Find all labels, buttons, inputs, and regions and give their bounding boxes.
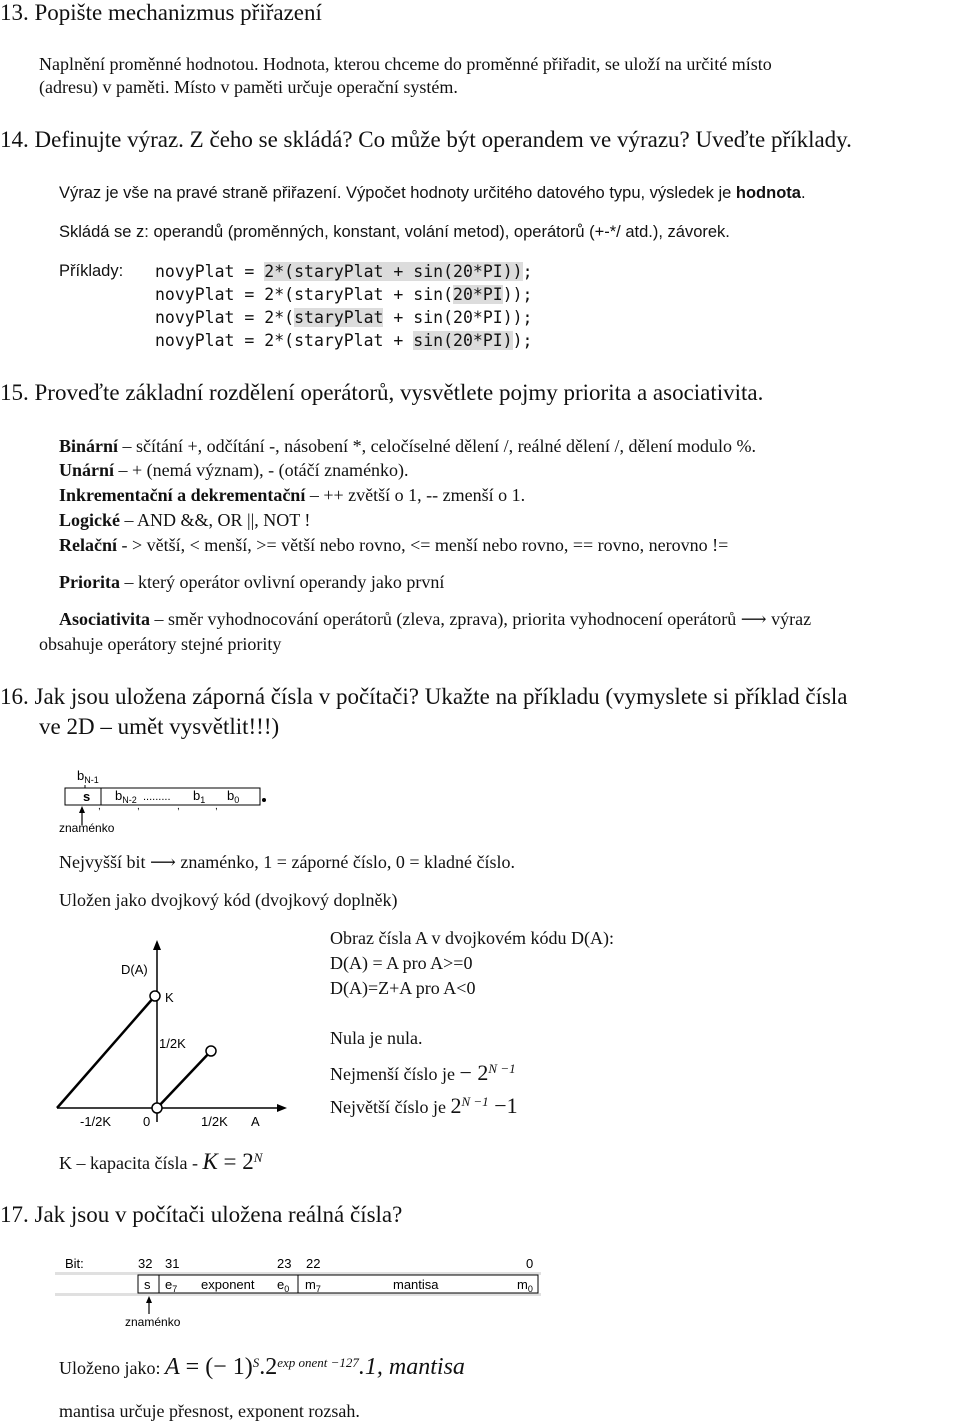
cell-dots: .........: [143, 791, 171, 803]
q16-heading-line1: 16. Jak jsou uložena záporná čísla v počítači? Ukažte na příkladu (vymyslete si příklad čísla: [0, 684, 848, 709]
bit-31: 31: [165, 1256, 180, 1271]
float-sign-label: znaménko: [125, 1315, 181, 1329]
svg-text:,: ,: [177, 801, 180, 812]
bit-label: Bit:: [65, 1256, 84, 1271]
stored-as-line: Uložen jako dvojkový kód (dvojkový doplněk): [59, 890, 398, 910]
float-formula-line: Uloženo jako: A = (− $1)^S.2^{exp onent -127}.1$, mantisa: [59, 1354, 465, 1380]
obraz-line3: D(A)=Z+A pro A<0: [330, 978, 476, 998]
float-cell-exponent: exponent: [201, 1277, 255, 1292]
float-cell-s: s: [144, 1277, 151, 1292]
float-cell-m0: $m_0$: [517, 1277, 533, 1294]
code-line-4: novyPlat = 2*(staryPlat + sin(20*PI));: [155, 331, 533, 350]
arrow-up-icon: [79, 806, 85, 813]
q14-line2: Skládá se z: operandů (proměnných, konstant, volání metod), operátorů (+-*/ atd.), závorek.: [59, 223, 730, 241]
svg-text:,: ,: [98, 801, 101, 812]
max-number-line: Největší číslo je $2^{N -1} -1$: [330, 1093, 518, 1118]
q15-heading: 15. Proveďte základní rozdělení operátorů, vysvětlete pojmy priorita a asociativita.: [0, 380, 764, 405]
cell-b1: $b_1$: [193, 788, 206, 805]
code-line-3: novyPlat = 2*(staryPlat + sin(20*PI));: [155, 308, 533, 327]
negative-line: [57, 996, 155, 1108]
twos-complement-graph: [55, 930, 305, 1140]
float-note: mantisa určuje přesnost, exponent rozsah.: [59, 1401, 360, 1421]
bit-32: 32: [138, 1256, 153, 1271]
half-k-label: 1/2K: [159, 1036, 186, 1051]
cell-bn2: $b_{N-2}$: [115, 788, 137, 805]
arrow-right-icon: ⟶: [150, 852, 176, 872]
min-number-line: Nejmenší číslo je − $2^{N -1}$: [330, 1060, 516, 1085]
operator-increment: Inkrementační a dekrementační – ++ zvětší o 1, -- zmenší o 1.: [59, 485, 526, 505]
q16-heading-line2: ve 2D – umět vysvětlit!!!): [39, 714, 280, 739]
arrow-right-icon: ⟶: [740, 609, 767, 629]
svg-text:,: ,: [215, 801, 218, 812]
code-line-1: novyPlat = 2*(staryPlat + sin(20*PI));: [155, 262, 533, 281]
bit-0: 0: [526, 1256, 534, 1271]
k-capacity-line: K – kapacita čísla - $K = 2^N$: [59, 1149, 263, 1174]
asociativita-line2: obsahuje operátory stejné priority: [39, 634, 282, 654]
q14-line1: [59, 184, 806, 203]
q14-examples-label: Příklady:: [59, 262, 124, 280]
float-cell-mantisa: mantisa: [393, 1277, 439, 1292]
q14-line1-text: Výraz je vše na pravé straně přiřazení. Výpočet hodnoty určitého datového typu, výsledek je: [59, 184, 736, 202]
top-bit-label: $b_{N-1}$: [77, 768, 99, 785]
q14-heading: 14. Definujte výraz. Z čeho se skládá? Co může být operandem ve výrazu? Uveďte příklady.: [0, 127, 852, 152]
operator-binary: Binární – sčítání +, odčítání -, násobení *, celočíselné dělení /, reálné dělení /, dělení modulo %.: [59, 436, 756, 456]
asociativita-definition: Asociativita – směr vyhodnocování operátorů (zleva, zprava), priorita vyhodnocení operátorů ⟶ výraz: [59, 609, 812, 629]
svg-text:,: ,: [137, 801, 140, 812]
q14-line1-bold: hodnota: [735, 184, 801, 202]
float-bits-box: [138, 1275, 538, 1293]
x-axis-arrow-icon: [277, 1104, 287, 1112]
k-label: K: [165, 990, 174, 1005]
arrow-up-icon: [146, 1296, 152, 1303]
positive-line: [157, 1051, 211, 1108]
float-cell-m7: $m_7$: [305, 1277, 321, 1294]
operator-logical: Logické – AND &&, OR ||, NOT !: [59, 510, 311, 530]
code-line-2: novyPlat = 2*(staryPlat + sin(20*PI));: [155, 285, 533, 304]
priorita-definition: Priorita – který operátor ovlivní operandy jako první: [59, 572, 445, 592]
x-pos-label: 1/2K: [201, 1114, 228, 1129]
nula-line: Nula je nula.: [330, 1028, 423, 1048]
q13-heading: 13. Popište mechanizmus přiřazení: [0, 0, 322, 25]
q13-text-line1: Naplnění proměnné hodnotou. Hodnota, kterou chceme do proměnné přiřadit, se uloží na určité místo: [39, 54, 772, 74]
operator-relational: Relační - > větší, < menší, >= větší nebo rovno, <= menší nebo rovno, == rovno, nerovno !=: [59, 535, 729, 555]
point-half-k: [206, 1046, 216, 1056]
q14-line1-end: .: [800, 184, 806, 202]
signed-int-diagram: [55, 764, 295, 839]
msb-line: Nejvyšší bit ⟶ znaménko, 1 = záporné číslo, 0 = kladné číslo.: [59, 852, 516, 872]
x-zero-label: 0: [143, 1114, 151, 1129]
q17-heading: 17. Jak jsou v počítači uložena reálná čísla?: [0, 1202, 403, 1227]
bit-22: 22: [306, 1256, 321, 1271]
sign-label: znaménko: [59, 821, 115, 835]
x-axis-label: A: [251, 1114, 260, 1129]
float-cell-e0: $e_0$: [277, 1277, 290, 1294]
y-label: D(A): [121, 962, 148, 977]
operator-unary: Unární – + (nemá význam), - (otáčí znaménko).: [59, 460, 409, 480]
float-diagram: [55, 1250, 545, 1332]
point-k: [150, 991, 160, 1001]
obraz-line2: D(A) = A pro A>=0: [330, 953, 473, 973]
float-cell-e7: $e_7$: [165, 1277, 178, 1294]
point-origin: [152, 1103, 162, 1113]
cell-b0: $b_0$: [227, 788, 240, 805]
bit-23: 23: [277, 1256, 292, 1271]
cell-s: s: [83, 789, 91, 804]
q13-text-line2: (adresu) v paměti. Místo v paměti určuje operační systém.: [39, 77, 458, 97]
x-neg-label: -1/2K: [80, 1114, 112, 1129]
obraz-line1: Obraz čísla A v dvojkovém kódu D(A):: [330, 928, 614, 948]
y-axis-arrow-icon: [153, 940, 161, 950]
